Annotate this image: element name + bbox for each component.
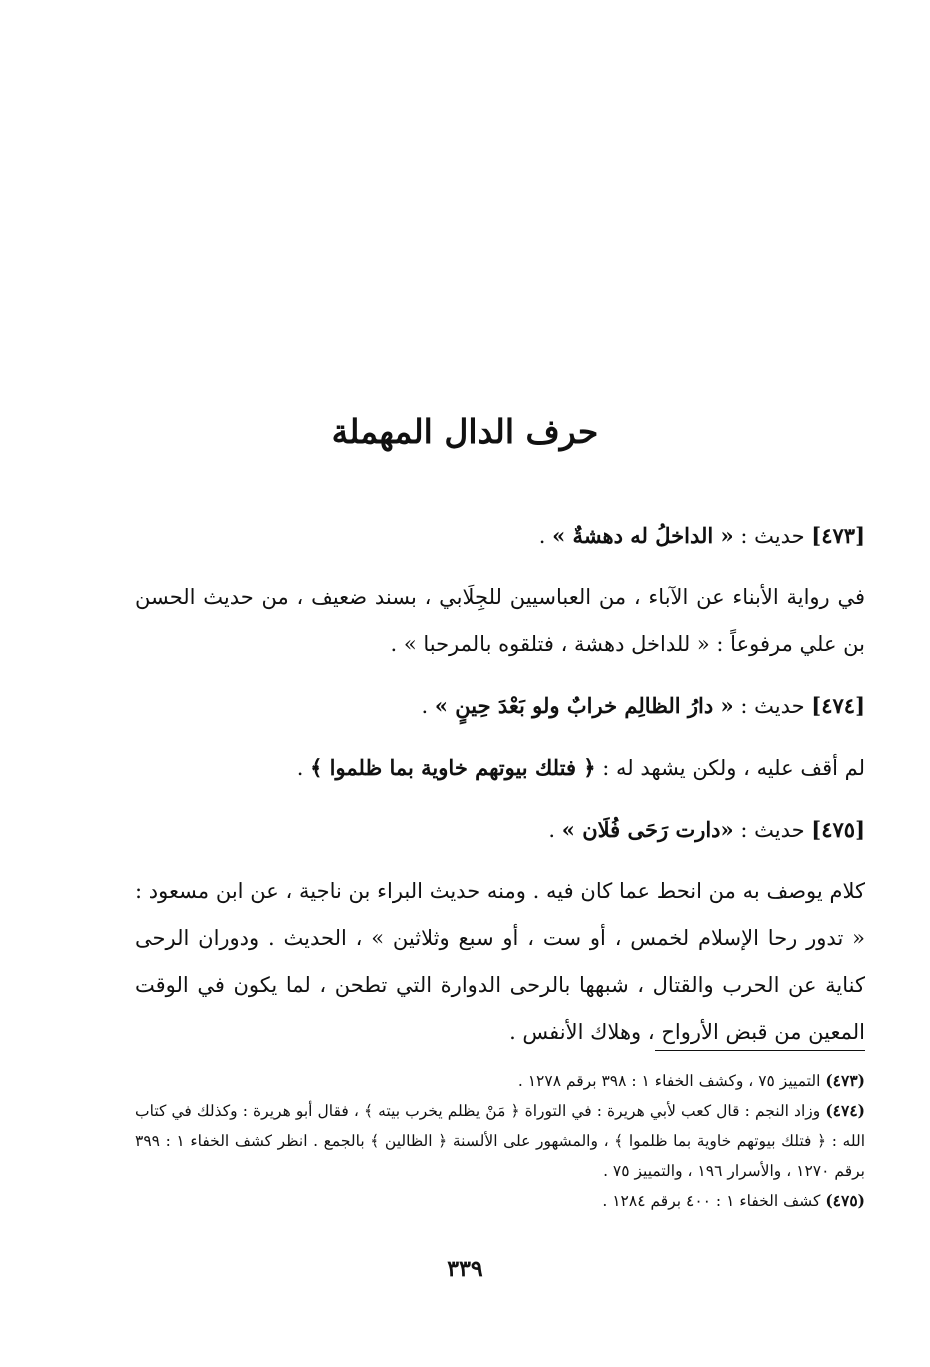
chapter-title: حرف الدال المهملة bbox=[331, 412, 599, 451]
hadith-quote: « دارُ الظالِم خرابٌ ولو بَعْدَ حِينٍ » bbox=[434, 693, 734, 718]
main-text bbox=[135, 512, 865, 1070]
footnote-text: وزاد النجم : قال كعب لأبي هريرة : في التوراة ﴿ مَنْ يظلم يخرب بيته ﴾ ، فقال أبو هريرة : وكذلك في كتاب الله : ﴿ فتلك بيوتهم خاوية بما ظلموا ﴾ ، والمشهور على الألسنة ﴿ الظالين ﴾ بالجمع . انظر كشف الخفاء ١ : ٣٩٩ برقم ١٢٧٠ ، والأسرار ١٩٦ ، والتمييز ٧٥ . bbox=[135, 1102, 865, 1180]
footnote-text: كشف الخفاء ١ : ٤٠٠ برقم ١٢٨٤ . bbox=[602, 1192, 821, 1210]
hadith-heading bbox=[135, 806, 865, 854]
hadith-label: حديث : bbox=[740, 818, 805, 842]
hadith-number: [٤٧٤] bbox=[811, 693, 865, 718]
hadith-commentary bbox=[135, 744, 865, 792]
hadith-commentary: في رواية الأبناء عن الآباء ، من العباسيين للجِلَابي ، بسند ضعيف ، من حديث الحسن بن علي مرفوعاً : « للداخل دهشة ، فتلقوه بالمرحبا » . bbox=[135, 585, 865, 656]
hadith-quote: «دارت رَحَى فُلَان » bbox=[561, 817, 734, 842]
hadith-end: . bbox=[548, 818, 556, 842]
hadith-end: . bbox=[538, 524, 546, 548]
commentary-end: . bbox=[296, 756, 304, 780]
hadith-heading bbox=[135, 512, 865, 560]
hadith-number: [٤٧٣] bbox=[811, 523, 865, 548]
footnote-number: (٤٧٣) bbox=[825, 1071, 865, 1090]
footnote-number: (٤٧٤) bbox=[825, 1101, 865, 1120]
hadith-end: . bbox=[421, 694, 429, 718]
footnote-divider bbox=[655, 1050, 865, 1051]
quran-quote: ﴿ فتلك بيوتهم خاوية بما ظلموا ﴾ bbox=[310, 755, 596, 780]
hadith-label: حديث : bbox=[740, 524, 805, 548]
page-number: ٣٣٩ bbox=[447, 1256, 483, 1282]
hadith-number: [٤٧٥] bbox=[811, 817, 865, 842]
footnote bbox=[135, 1066, 865, 1096]
hadith-heading bbox=[135, 682, 865, 730]
footnote bbox=[135, 1096, 865, 1186]
footnote-text: التمييز ٧٥ ، وكشف الخفاء ١ : ٣٩٨ برقم ١٢٧٨ . bbox=[517, 1072, 821, 1090]
hadith-label: حديث : bbox=[740, 694, 805, 718]
footnote-number: (٤٧٥) bbox=[825, 1191, 865, 1210]
commentary-lead: لم أقف عليه ، ولكن يشهد له : bbox=[602, 756, 865, 780]
footnotes bbox=[135, 1066, 865, 1216]
hadith-commentary: كلام يوصف به من انحط عما كان فيه . ومنه حديث البراء بن ناجية ، عن ابن مسعود : « تدور رحا الإسلام لخمس ، أو ست ، أو سبع وثلاثين » ، الحديث . ودوران الرحى كناية عن الحرب والقتال ، شبهها بالرحى الدوارة التي تطحن ، لما يكون في الوقت المعين من قبض الأرواح ، وهلاك الأنفس . bbox=[135, 879, 865, 1044]
hadith-quote: « الداخلُ له دهشةٌ » bbox=[552, 523, 734, 548]
footnote bbox=[135, 1186, 865, 1216]
